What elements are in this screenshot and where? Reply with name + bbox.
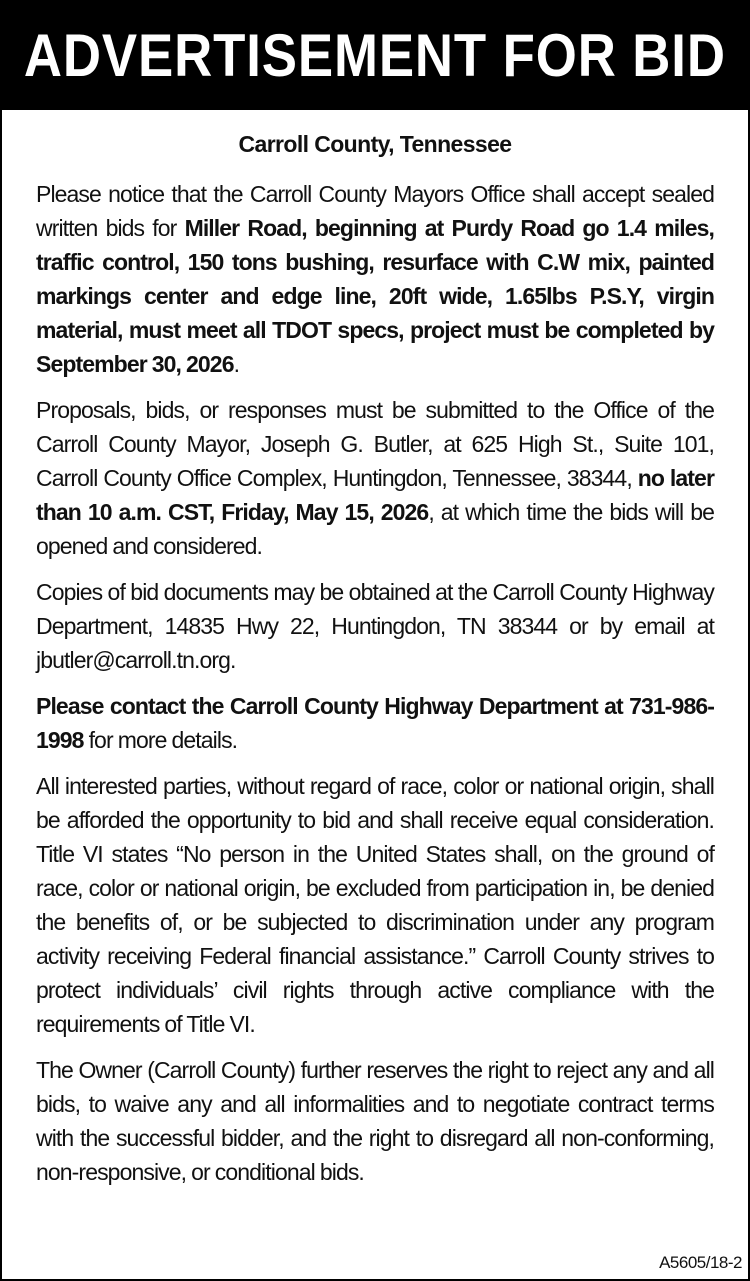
submission-end: , at which time the bids will be opened and considered. <box>36 499 714 559</box>
deadline: no later than 10 a.m. CST, Friday, May 15, 2026 <box>36 465 714 525</box>
header-banner <box>2 2 748 110</box>
submission-paragraph <box>36 393 714 563</box>
contact-end: for more details. <box>83 727 238 753</box>
bid-notice-paragraph <box>36 177 714 381</box>
bid-notice-text: Please notice that the Carroll County Mayors Office shall accept sealed written bids for <box>36 181 714 241</box>
submission-text: Proposals, bids, or responses must be submitted to the Office of the Carroll County Mayor, Joseph G. Butler, at 625 High St., Suite 101, Carroll County Office Complex, Huntingdon, Tennessee, 38344, <box>36 397 714 491</box>
ad-body <box>2 110 748 1189</box>
title-vi-paragraph: All interested parties, without regard of race, color or national origin, shall be afforded the opportunity to bid and shall receive equal consideration. Title VI states “No person in the United States shall, on the ground of race, color or national origin, be excluded from participation in, be denied the benefits of, or be subjected to discrimination under any program activity receiving Federal financial assistance.” Carroll County strives to protect individuals’ civil rights through active compliance with the requirements of Title VI. <box>36 773 714 1037</box>
owner-rights-paragraph: The Owner (Carroll County) further reserves the right to reject any and all bids, to waive any and all informalities and to negotiate contract terms with the successful bidder, and the right to disregard all non-conforming, non-responsive, or conditional bids. <box>36 1057 714 1185</box>
contact-info: Please contact the Carroll County Highway Department at 731-986-1998 <box>36 693 714 753</box>
documents-paragraph: Copies of bid documents may be obtained at the Carroll County Highway Department, 14835 Hwy 22, Huntingdon, TN 38344 or by email at jbutler@carroll.tn.org. <box>36 579 714 673</box>
ad-title: ADVERTISEMENT FOR BID <box>24 22 726 89</box>
bid-notice-end: . <box>233 351 240 377</box>
county-subtitle: Carroll County, Tennessee <box>238 131 512 157</box>
contact-paragraph <box>36 689 714 757</box>
ad-reference-code: A5605/18-2 <box>659 1253 742 1272</box>
project-description: Miller Road, beginning at Purdy Road go 1.4 miles, traffic control, 150 tons bushing, resurface with C.W mix, painted markings center and edge line, 20ft wide, 1.65lbs P.S.Y, virgin material, must meet all TDOT specs, project must be completed by September 30, 2026 <box>36 215 715 377</box>
